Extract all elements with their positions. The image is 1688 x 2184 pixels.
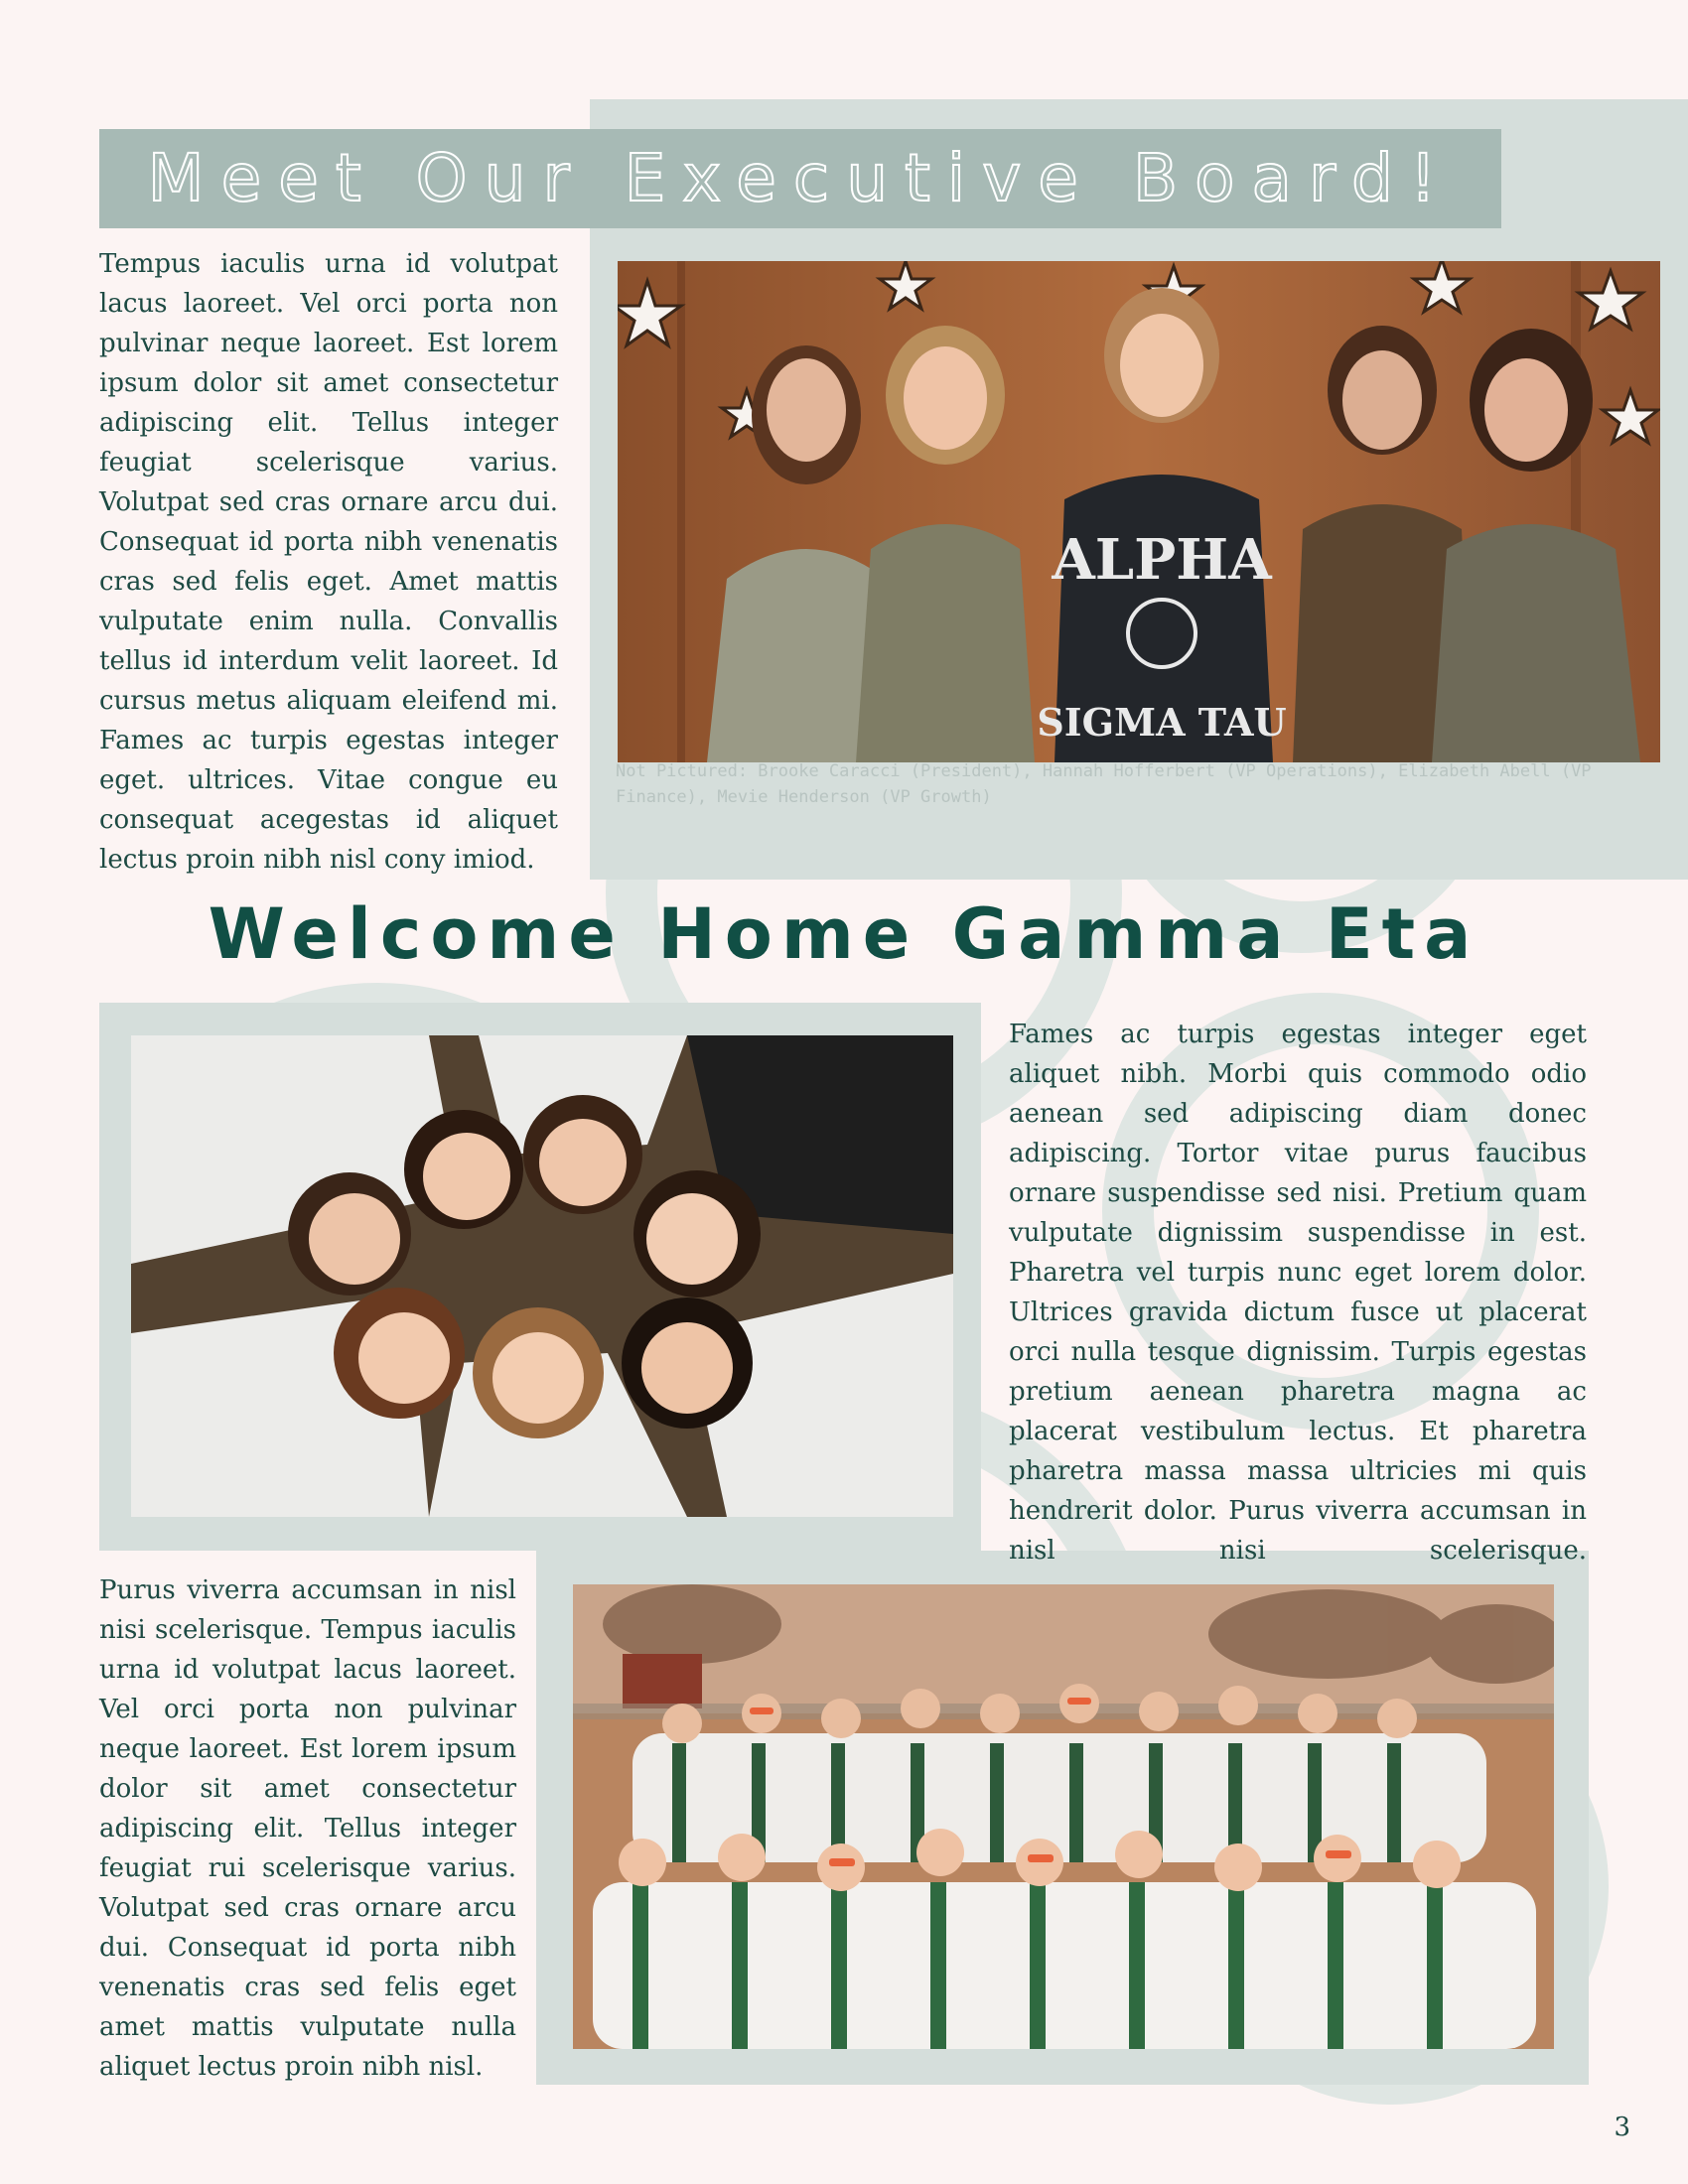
page-title: Meet Our Executive Board! xyxy=(147,140,1454,216)
page-number: 3 xyxy=(1614,2113,1630,2142)
bid-day-group-photo xyxy=(573,1584,1554,2049)
bottom-paragraph: Purus viverra accumsan in nisl nisi scelerisque. Tempus iaculis urna id volutpat lacus laoreet. Vel orci porta non pulvinar neque laoreet. Est lorem ipsum dolor sit amet consectetur adipiscing elit. Tellus integer feugiat rui scelerisque varius. Volutpat sed cras ornare arcu dui. Consequat id porta nibh venenatis cras sed felis eget amet mattis vulputate nulla aliquet lectus proin nibh nisl. xyxy=(99,1575,516,2082)
executive-board-photo xyxy=(618,261,1660,762)
intro-paragraph: Tempus iaculis urna id volutpat lacus laoreet. Vel orci porta non pulvinar neque laoreet. Est lorem ipsum dolor sit amet consectetur adipiscing elit. Tellus integer feugiat scelerisque varius. Volutpat sed cras ornare arcu dui. Consequat id porta nibh venenatis cras sed felis eget. Amet mattis vulputate enim nulla. Convallis tellus id interdum velit laoreet. Id cursus metus aliquam eleifend mi. Fames ac turpis egestas integer eget. ultrices. Vitae congue eu consequat acegestas id aliquet lectus proin nibh nisl cony imiod. xyxy=(99,249,558,875)
sweatshirt-text-top: ALPHA xyxy=(1052,527,1272,593)
middle-paragraph: Fames ac turpis egestas integer eget aliquet nibh. Morbi quis commodo odio aenean sed adipiscing diam donec adipiscing. Tortor vitae purus faucibus ornare suspendisse sed nisi. Pretium quam vulputate dignissim suspendisse in est. Pharetra vel turpis nunc eget lorem dolor. Ultrices gravida dictum fusce ut placerat orci nulla tesque dignissim. Turpis egestas pretium aenean pharetra magna ac placerat vestibulum lectus. Et pharetra pharetra massa massa ultricies mi quis hendrerit dolor. Purus viverra accumsan in nisl nisi scelerisque. xyxy=(1009,1020,1587,1566)
section-heading: Welcome Home Gamma Eta xyxy=(208,893,1480,975)
sweatshirt-text-bottom: SIGMA TAU xyxy=(1037,700,1287,745)
circle-group-photo xyxy=(131,1035,953,1517)
photo-caption: Not Pictured: Brooke Caracci (President), Hannah Hofferbert (VP Operations), Elizabeth Abell (VP Finance), Mevie Henderson (VP Growth) xyxy=(616,761,1592,807)
